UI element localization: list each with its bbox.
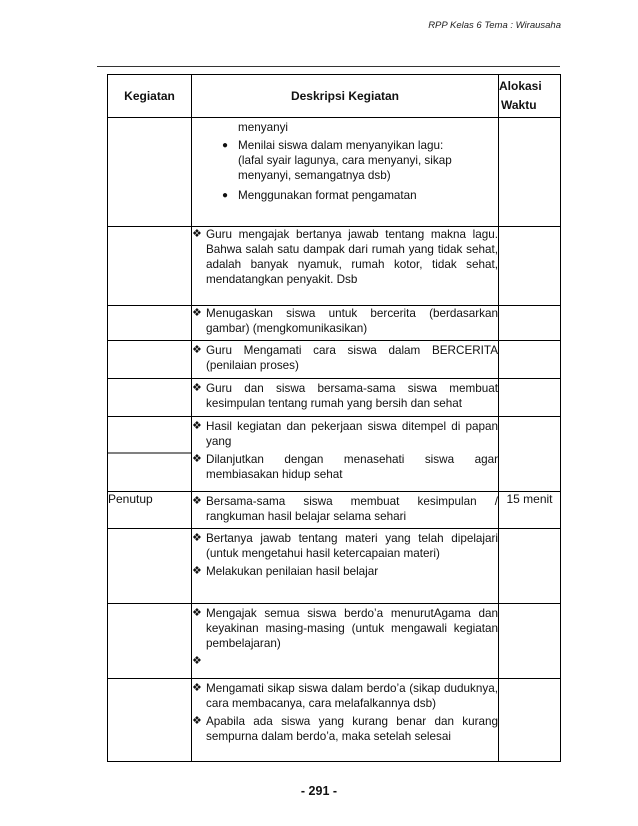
alokasi-cell bbox=[499, 604, 561, 679]
kegiatan-cell bbox=[108, 306, 192, 341]
deskripsi-cell bbox=[192, 118, 499, 227]
deskripsi-cell bbox=[192, 492, 499, 529]
bullet-icon: ● bbox=[222, 190, 229, 201]
kegiatan-cell bbox=[108, 417, 192, 492]
table-row bbox=[108, 306, 561, 341]
diamond-marker-icon: ❖ bbox=[192, 382, 202, 394]
diamond-marker-icon: ❖ bbox=[192, 715, 202, 727]
running-header: RPP Kelas 6 Tema : Wirausaha bbox=[428, 20, 561, 31]
deskripsi-cell bbox=[192, 227, 499, 306]
bullet-item: ● Menilai siswa dalam menyanyikan lagu: bbox=[222, 139, 444, 152]
diamond-marker-icon: ❖ bbox=[192, 655, 202, 667]
continued-text: menyanyi bbox=[238, 121, 289, 134]
header-deskripsi: Deskripsi Kegiatan bbox=[192, 75, 499, 118]
table-row bbox=[108, 227, 561, 306]
kegiatan-cell bbox=[108, 604, 192, 679]
header-alokasi-line2: Waktu bbox=[501, 98, 537, 112]
diamond-marker-icon: ❖ bbox=[192, 344, 202, 356]
kegiatan-cell-penutup: Penutup bbox=[108, 492, 192, 529]
table-row bbox=[108, 118, 561, 227]
deskripsi-cell bbox=[192, 417, 499, 492]
list-item: ❖ Apabila ada siswa yang kurang benar dan kurang sempurna dalam berdo’a, maka setelah selesai bbox=[192, 715, 498, 743]
kegiatan-cell bbox=[108, 227, 192, 306]
bullet-subtext: (lafal syair lagunya, cara menyanyi, sikap menyanyi, semangatnya dsb) bbox=[238, 154, 452, 182]
list-item: ❖ Bertanya jawab tentang materi yang telah dipelajari (untuk mengetahui hasil ketercapaian materi) bbox=[192, 532, 498, 560]
table-row bbox=[108, 417, 561, 492]
diamond-marker-icon: ❖ bbox=[192, 532, 202, 544]
deskripsi-cell bbox=[192, 379, 499, 417]
deskripsi-cell bbox=[192, 679, 499, 762]
header-alokasi bbox=[499, 75, 561, 118]
kegiatan-cell bbox=[108, 341, 192, 379]
header-kegiatan: Kegiatan bbox=[108, 75, 192, 118]
alokasi-cell bbox=[499, 679, 561, 762]
kegiatan-cell bbox=[108, 379, 192, 417]
deskripsi-cell bbox=[192, 306, 499, 341]
alokasi-cell bbox=[499, 379, 561, 417]
diamond-marker-icon: ❖ bbox=[192, 565, 202, 577]
list-item: ❖ Melakukan penilaian hasil belajar bbox=[192, 565, 379, 578]
kegiatan-cell bbox=[108, 118, 192, 227]
list-item-empty bbox=[192, 654, 498, 669]
bullet-icon: ● bbox=[222, 140, 229, 151]
table-row bbox=[108, 379, 561, 417]
list-item: ❖ Mengajak semua siswa berdo’a menurutAgama dan keyakinan masing-masing (untuk mengawali kegiatan pembelajaran) bbox=[192, 607, 498, 650]
diamond-marker-icon: ❖ bbox=[192, 682, 202, 694]
list-item: ❖ Dilanjutkan dengan menasehati siswa agar membiasakan hidup sehat bbox=[192, 453, 498, 481]
list-item: ❖ Guru mengajak bertanya jawab tentang makna lagu. Bahwa salah satu dampak dari rumah yang tidak sehat, adalah banyak nyamuk, rumah kotor, tidak sehat, mendatangkan penyakit. Dsb bbox=[192, 228, 498, 286]
diamond-marker-icon: ❖ bbox=[192, 607, 202, 619]
kegiatan-cell bbox=[108, 679, 192, 762]
table-row bbox=[108, 341, 561, 379]
alokasi-cell bbox=[499, 529, 561, 604]
alokasi-cell-15-menit: 15 menit bbox=[499, 492, 561, 529]
kegiatan-cell bbox=[108, 529, 192, 604]
deskripsi-cell bbox=[192, 529, 499, 604]
list-item: ❖ Guru Mengamati cara siswa dalam BERCERITA (penilaian proses) bbox=[192, 344, 498, 372]
list-item: ❖ Mengamati sikap siswa dalam berdo’a (sikap duduknya, cara membacanya, cara melafalkannya dsb) bbox=[192, 682, 498, 710]
alokasi-cell bbox=[499, 306, 561, 341]
table-header-row bbox=[108, 75, 561, 118]
list-item: ❖ Bersama-sama siswa membuat kesimpulan / rangkuman hasil belajar selama sehari bbox=[192, 495, 498, 523]
header-rule bbox=[97, 66, 560, 67]
list-item: ❖ Guru dan siswa bersama-sama siswa membuat kesimpulan tentang rumah yang bersih dan sehat bbox=[192, 382, 498, 410]
diamond-marker-icon: ❖ bbox=[192, 453, 202, 465]
diamond-marker-icon: ❖ bbox=[192, 420, 202, 432]
bullet-item: ● Menggunakan format pengamatan bbox=[222, 189, 417, 202]
alokasi-cell bbox=[499, 118, 561, 227]
alokasi-cell bbox=[499, 417, 561, 492]
table-row bbox=[108, 492, 561, 529]
table-row bbox=[108, 679, 561, 762]
alokasi-cell bbox=[499, 227, 561, 306]
list-item: ❖ Menugaskan siswa untuk bercerita (berdasarkan gambar) (mengkomunikasikan) bbox=[192, 307, 498, 335]
list-item: ❖ Hasil kegiatan dan pekerjaan siswa ditempel di papan yang bbox=[192, 420, 498, 448]
page-number: - 291 - bbox=[300, 784, 338, 798]
alokasi-cell bbox=[499, 341, 561, 379]
deskripsi-cell bbox=[192, 604, 499, 679]
table-row bbox=[108, 604, 561, 679]
deskripsi-cell bbox=[192, 341, 499, 379]
diamond-marker-icon: ❖ bbox=[192, 228, 202, 240]
activity-table bbox=[107, 74, 561, 762]
diamond-marker-icon: ❖ bbox=[192, 307, 202, 319]
diamond-marker-icon: ❖ bbox=[192, 495, 202, 507]
header-alokasi-line1: Alokasi bbox=[499, 79, 542, 93]
table-row bbox=[108, 529, 561, 604]
